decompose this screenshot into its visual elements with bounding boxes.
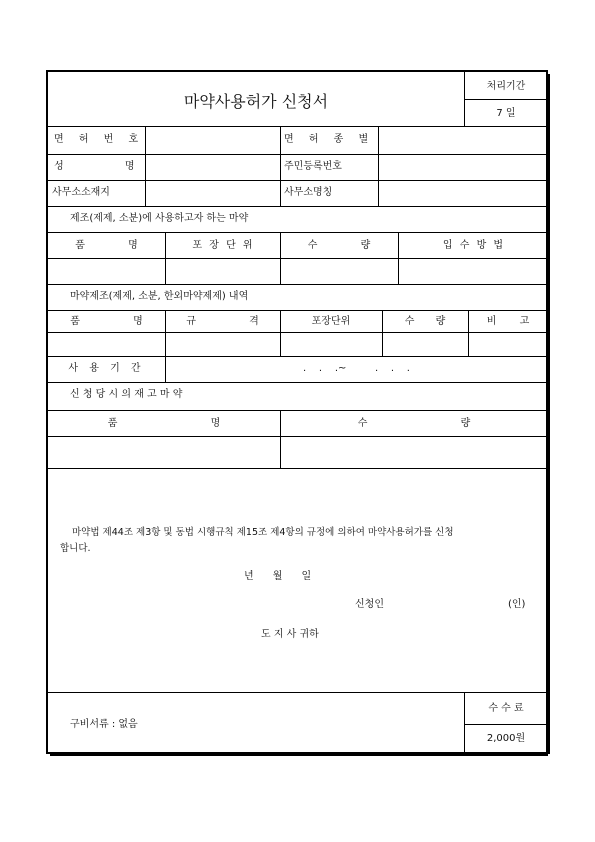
fee-label: 수 수 료 — [488, 703, 524, 714]
section2-heading: 마약제조(제제, 소분, 한외마약제제) 내역 — [70, 291, 249, 302]
row-divider — [48, 232, 548, 233]
row-divider — [48, 180, 548, 181]
row-divider — [48, 410, 548, 411]
col-divider — [165, 232, 166, 284]
processing-divider — [464, 99, 548, 100]
row-divider — [464, 724, 548, 725]
row-divider — [48, 284, 548, 285]
col-divider — [398, 232, 399, 284]
row-divider — [48, 468, 548, 469]
statement-line1: 마약법 제44조 제3항 및 동법 시행규칙 제15조 제4항의 규정에 의하여 마약사용허가를 신청 — [72, 527, 454, 538]
section3-heading: 신 청 당 시 의 재 고 마 약 — [70, 389, 183, 400]
fee-value: 2,000원 — [486, 733, 526, 744]
office-name-label: 사무소명칭 — [284, 187, 333, 198]
processing-label: 처리기간 — [486, 81, 526, 92]
s1-col-product: 품 명 — [75, 240, 138, 251]
s1-col-qty: 수 량 — [307, 240, 371, 251]
col-divider — [145, 126, 146, 206]
form-title: 마약사용허가 신청서 — [183, 92, 329, 111]
col-divider — [280, 232, 281, 284]
row-divider — [48, 206, 548, 207]
s2-col-product: 품 명 — [70, 316, 143, 327]
applicant-label: 신청인 — [355, 599, 384, 610]
row-divider — [48, 692, 548, 693]
s1-col-method: 입 수 방 법 — [442, 240, 504, 251]
resident-no-label: 주민등록번호 — [284, 161, 342, 172]
row-divider — [48, 436, 548, 437]
office-address-label: 사무소소재지 — [52, 187, 110, 198]
s2-col-package: 포장단위 — [311, 316, 351, 327]
required-docs: 구비서류 : 없음 — [70, 719, 138, 730]
row-divider — [48, 258, 548, 259]
application-date: 년 월 일 — [244, 571, 312, 582]
col-divider — [464, 692, 465, 754]
license-type-label: 면 허 종 별 — [284, 134, 369, 145]
period-label: 사 용 기 간 — [68, 363, 145, 374]
period-value: . . .~ . . . — [303, 363, 410, 374]
row-divider — [48, 382, 548, 383]
row-divider — [48, 310, 548, 311]
statement-line2: 합니다. — [60, 543, 91, 554]
s3-col-product: 품 명 — [107, 418, 221, 429]
col-divider — [378, 126, 379, 206]
name-label: 성 명 — [54, 161, 135, 172]
s1-col-package: 포 장 단 위 — [192, 240, 253, 251]
s2-col-note: 비 고 — [486, 316, 530, 327]
license-no-label: 면 허 번 호 — [54, 134, 139, 145]
addressee: 도 지 사 귀하 — [261, 629, 319, 640]
row-divider — [48, 356, 548, 357]
row-divider — [48, 126, 548, 127]
application-form — [46, 70, 548, 754]
s3-col-qty: 수 량 — [357, 418, 471, 429]
s2-col-spec: 규 격 — [186, 316, 259, 327]
processing-value: 7 일 — [496, 108, 516, 119]
s2-col-qty: 수 량 — [404, 316, 446, 327]
row-divider — [48, 332, 548, 333]
seal-label: (인) — [508, 599, 526, 610]
col-divider — [280, 126, 281, 206]
section1-heading: 제조(제제, 소분)에 사용하고자 하는 마약 — [70, 213, 249, 224]
row-divider — [48, 154, 548, 155]
